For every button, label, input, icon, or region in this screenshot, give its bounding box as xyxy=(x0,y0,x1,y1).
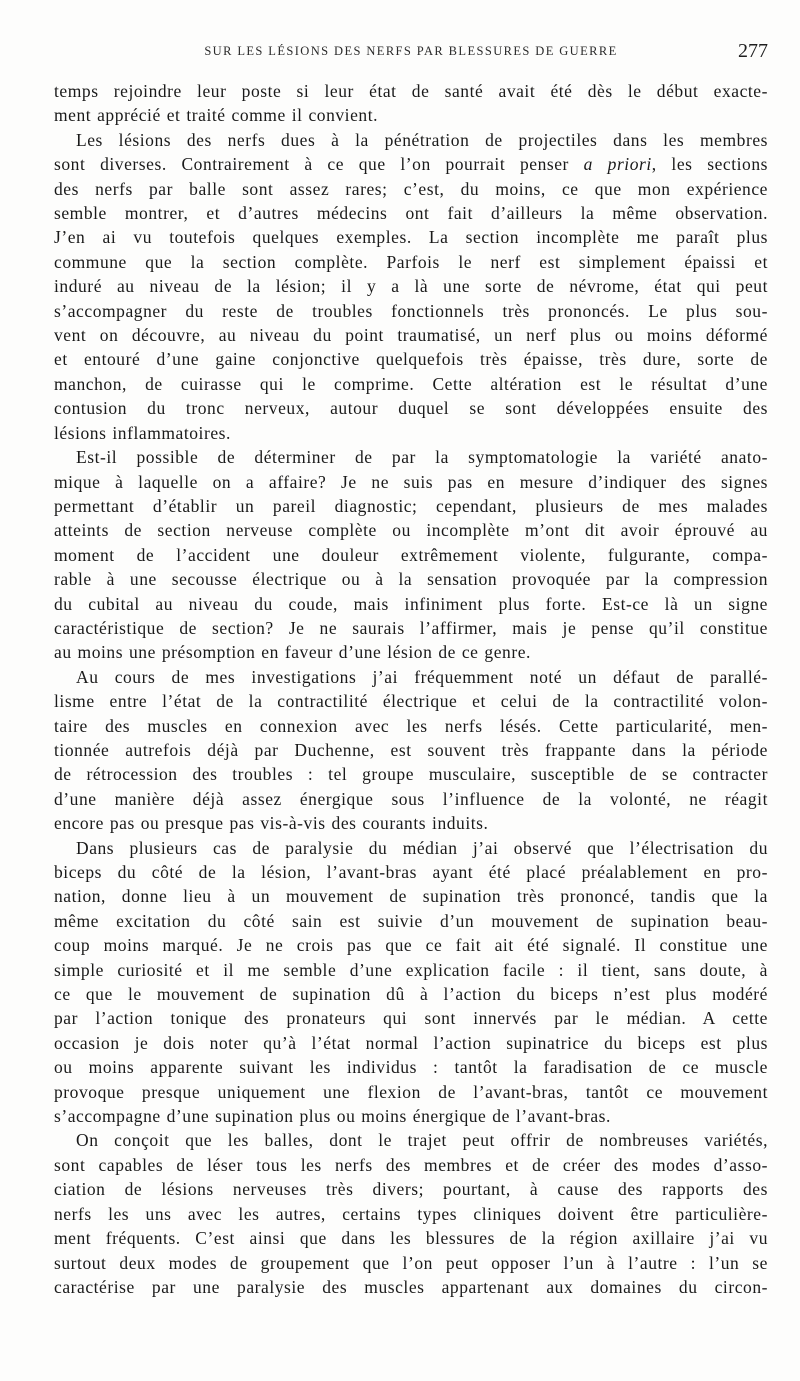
text-line: de rétrocession des troubles : tel groupe musculaire, susceptible de se contracter xyxy=(54,764,768,785)
text-line: mique à laquelle on a affaire? Je ne suis pas en mesure d’indiquer des signes xyxy=(54,471,768,492)
paragraph xyxy=(54,128,768,445)
text-line: nerfs les uns avec les autres, certains types cliniques doivent être particulière- xyxy=(54,1203,768,1224)
text-line: ou moins apparente suivant les individus : tantôt la faradisation de ce muscle xyxy=(54,1057,768,1078)
text-line: induré au niveau de la lésion; il y a là une sorte de névrome, état qui peut xyxy=(54,276,768,297)
text-line: surtout deux modes de groupement que l’on peut opposer l’un à l’autre : l’un se xyxy=(54,1252,768,1273)
text-line: sont diverses. Contrairement à ce que l’on pourrait penser a priori, les sections xyxy=(54,154,768,175)
text-line: ment fréquents. C’est ainsi que dans les blessures de la région axillaire j’ai vu xyxy=(54,1228,768,1249)
running-title: SUR LES LÉSIONS DES NERFS PAR BLESSURES DE GUERRE xyxy=(204,44,618,58)
text-line: moment de l’accident une douleur extrêmement violente, fulgurante, compa- xyxy=(54,544,768,565)
text-line: commune que la section complète. Parfois le nerf est simplement épaissi et xyxy=(54,251,768,272)
running-head xyxy=(54,40,768,64)
paragraph xyxy=(54,836,768,1129)
text-line: biceps du côté de la lésion, l’avant-bras ayant été placé préalablement en pro- xyxy=(54,862,768,882)
text-line: lésions inflammatoires. xyxy=(54,422,231,443)
text-line: On conçoit que les balles, dont le trajet peut offrir de nombreuses variétés, xyxy=(76,1130,768,1151)
paragraph xyxy=(54,445,768,665)
text-line: vent on découvre, au niveau du point traumatisé, un nerf plus ou moins déformé xyxy=(54,325,768,346)
text-line: J’en ai vu toutefois quelques exemples. La section incomplète me paraît plus xyxy=(54,227,768,248)
text-line: Les lésions des nerfs dues à la pénétration de projectiles dans les membres xyxy=(76,129,768,150)
text-line: ce que le mouvement de supination dû à l’action du biceps n’est plus modéré xyxy=(54,984,768,1005)
text-line: sont capables de léser tous les nerfs des membres et de créer des modes d’asso- xyxy=(54,1154,768,1175)
text-line: Dans plusieurs cas de paralysie du médian j’ai observé que l’électrisation du xyxy=(76,837,768,858)
text-line: ciation de lésions nerveuses très divers; pourtant, à cause des rapports des xyxy=(54,1179,768,1200)
text-line: tionnée autrefois déjà par Duchenne, est souvent très frappante dans la période xyxy=(54,739,768,760)
text-line: d’une manière déjà assez énergique sous l’influence de la volonté, ne réagit xyxy=(54,788,768,809)
text-line: encore pas ou presque pas vis-à-vis des courants induits. xyxy=(54,813,489,834)
text-line: même excitation du côté sain est suivie d’un mouvement de supination beau- xyxy=(54,910,768,931)
text-line: occasion je dois noter qu’à l’état normal l’action supinatrice du biceps est plus xyxy=(54,1032,768,1053)
text-line: par l’action tonique des pronateurs qui sont innervés par le médian. A cette xyxy=(54,1008,768,1029)
body-text xyxy=(54,79,768,1299)
text-line: Au cours de mes investigations j’ai fréquemment noté un défaut de parallé- xyxy=(76,666,768,687)
text-line: semble montrer, et d’autres médecins ont fait d’ailleurs la même observation. xyxy=(54,203,768,224)
text-line: nation, donne lieu à un mouvement de supination très prononcé, tandis que la xyxy=(54,886,768,907)
paragraph xyxy=(54,1128,768,1299)
text-line: provoque presque uniquement une flexion de l’avant-bras, tantôt ce mouvement xyxy=(54,1081,768,1102)
text-line: et entouré d’une gaine conjonctive quelquefois très épaisse, très dure, sorte de xyxy=(54,349,768,370)
text-line: rable à une secousse électrique ou à la sensation provoquée par la compression xyxy=(54,569,768,590)
text-line: des nerfs par balle sont assez rares; c’est, du moins, ce que mon expérience xyxy=(54,178,768,199)
text-line: coup moins marqué. Je ne crois pas que ce fait ait été signalé. Il constitue une xyxy=(54,935,768,956)
text-line: manchon, de cuirasse qui le comprime. Cette altération est le résultat d’une xyxy=(54,373,768,394)
text-line: ment apprécié et traité comme il convient. xyxy=(54,105,379,126)
text-line: caractérise par une paralysie des muscles appartenant aux domaines du circon- xyxy=(54,1276,768,1297)
text-line: simple curiosité et il me semble d’une explication facile : il tient, sans doute, à xyxy=(54,959,768,980)
text-line: lisme entre l’état de la contractilité électrique et celui de la contractilité volon- xyxy=(54,691,768,712)
text-line: caractéristique de section? Je ne saurais l’affirmer, mais je pense qu’il constitue xyxy=(54,617,768,638)
text-line: au moins une présomption en faveur d’une lésion de ce genre. xyxy=(54,642,531,663)
page-number: 277 xyxy=(738,40,768,62)
paragraph xyxy=(54,665,768,836)
text-line: taire des muscles en connexion avec les nerfs lésés. Cette particularité, men- xyxy=(54,715,768,736)
text-line: du cubital au niveau du coude, mais infiniment plus forte. Est-ce là un signe xyxy=(54,593,768,614)
text-line: contusion du tronc nerveux, autour duquel se sont développées ensuite des xyxy=(54,398,768,419)
text-line: permettant d’établir un pareil diagnostic; cependant, plusieurs de mes malades xyxy=(54,495,768,516)
text-line: atteints de section nerveuse complète ou incomplète m’ont dit avoir éprouvé au xyxy=(54,520,768,541)
text-line: s’accompagne d’une supination plus ou moins énergique de l’avant-bras. xyxy=(54,1106,611,1127)
text-line: temps rejoindre leur poste si leur état de santé avait été dès le début exacte- xyxy=(54,81,768,101)
paragraph-continued xyxy=(54,79,768,128)
text-line: s’accompagner du reste de troubles fonctionnels très prononcés. Le plus sou- xyxy=(54,300,768,321)
text-line: Est-il possible de déterminer de par la symptomatologie la variété anato- xyxy=(76,447,768,468)
